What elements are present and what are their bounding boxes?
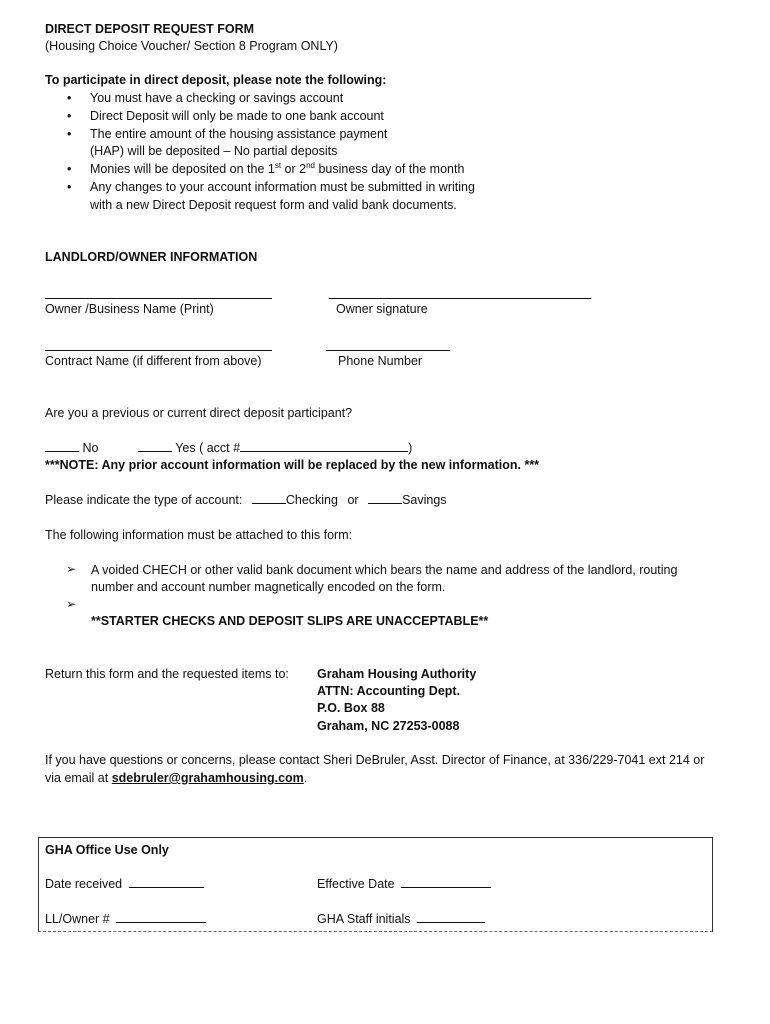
bullet-text: Direct Deposit will only be made to one bank account — [90, 108, 384, 123]
contract-name-field[interactable] — [45, 350, 272, 351]
owner-signature-label: Owner signature — [336, 302, 428, 316]
address-line: Graham Housing Authority — [317, 667, 477, 681]
superscript-st: st — [274, 161, 282, 171]
prior-info-note: ***NOTE: Any prior account information will be replaced by the new information. *** — [45, 458, 540, 472]
bullet-text: The entire amount of the housing assistance payment — [90, 126, 388, 141]
attachment-item-1-line-2: number and account number magnetically encoded on the form. — [91, 580, 446, 594]
no-blank[interactable] — [45, 440, 79, 452]
attachment-item-1-line-1: A voided CHECH or other valid bank document which bears the name and address of the landlord, routing — [91, 563, 678, 577]
phone-number-field[interactable] — [326, 350, 450, 351]
return-to-label: Return this form and the requested items to: — [45, 667, 289, 681]
account-number-field[interactable] — [240, 440, 408, 452]
office-use-title: GHA Office Use Only — [45, 843, 169, 857]
account-type-row — [45, 492, 447, 508]
savings-blank[interactable] — [368, 492, 402, 504]
address-line: ATTN: Accounting Dept. — [317, 684, 461, 698]
bullet-item — [66, 179, 475, 197]
superscript-nd: nd — [306, 161, 315, 171]
yes-label: Yes ( acct # — [175, 441, 241, 455]
phone-number-label: Phone Number — [338, 354, 423, 368]
bullet-text: Any changes to your account information must be submitted in writing — [90, 179, 475, 194]
arrow-bullet-icon: ➢ — [66, 597, 77, 611]
bullet-continuation — [66, 197, 475, 215]
owner-name-label: Owner /Business Name (Print) — [45, 302, 214, 316]
owner-name-field[interactable] — [45, 298, 272, 299]
ll-owner-label: LL/Owner # — [45, 912, 110, 926]
bullet-text: Monies will be deposited on the 1 — [90, 162, 275, 177]
address-line: P.O. Box 88 — [317, 701, 385, 715]
effective-date-label: Effective Date — [317, 877, 395, 891]
form-subtitle: (Housing Choice Voucher/ Section 8 Program ONLY) — [45, 39, 338, 53]
bullet-icon: • — [67, 126, 72, 141]
bullet-item — [66, 161, 475, 179]
bullet-icon: • — [67, 162, 72, 177]
date-received-label: Date received — [45, 877, 123, 891]
account-type-prompt: Please indicate the type of account: — [45, 493, 243, 507]
contact-line-1: If you have questions or concerns, please contact Sheri DeBruler, Asst. Director of Finance, at 336/229-7041 ext 214 or — [45, 753, 705, 767]
checking-blank[interactable] — [252, 492, 286, 504]
bullet-continuation — [66, 143, 475, 161]
bullet-icon: • — [67, 91, 72, 105]
participant-question: Are you a previous or current direct deposit participant? — [45, 406, 353, 420]
bullet-text: business day of the month — [315, 162, 465, 177]
yes-close-paren: ) — [408, 441, 413, 455]
bullet-text: You must have a checking or savings account — [90, 91, 344, 105]
intro-heading: To participate in direct deposit, please note the following: — [45, 73, 387, 87]
email-link[interactable]: sdebruler@grahamhousing.com — [111, 771, 304, 785]
bullet-icon: • — [67, 108, 72, 123]
bullet-item — [66, 90, 475, 108]
bullet-text: or 2 — [281, 162, 307, 177]
bullet-item — [66, 108, 475, 126]
contact-prefix: via email at — [45, 771, 112, 785]
date-received-row — [45, 876, 204, 892]
landlord-heading: LANDLORD/OWNER INFORMATION — [45, 250, 258, 264]
staff-initials-row — [317, 911, 485, 927]
ll-owner-row — [45, 911, 206, 927]
form-title: DIRECT DEPOSIT REQUEST FORM — [45, 22, 255, 36]
date-received-field[interactable] — [129, 876, 204, 888]
effective-date-row — [317, 876, 491, 892]
bullet-text: with a new Direct Deposit request form and valid bank documents. — [90, 197, 457, 212]
staff-initials-label: GHA Staff initials — [317, 912, 411, 926]
savings-label: Savings — [402, 493, 447, 507]
or-label: or — [347, 493, 359, 507]
contact-line-2 — [45, 770, 307, 786]
arrow-bullet-icon: ➢ — [66, 562, 77, 576]
participant-answer-row — [45, 440, 412, 456]
address-line: Graham, NC 27253-0088 — [317, 719, 460, 733]
intro-bullet-list — [66, 90, 475, 215]
ll-owner-field[interactable] — [116, 911, 206, 923]
owner-signature-field[interactable] — [329, 298, 591, 299]
no-label: No — [82, 441, 99, 455]
bullet-text: (HAP) will be deposited – No partial deposits — [90, 144, 338, 159]
bullet-item — [66, 126, 475, 144]
attachments-intro: The following information must be attached to this form: — [45, 528, 353, 542]
bullet-icon: • — [67, 179, 72, 194]
contract-name-label: Contract Name (if different from above) — [45, 354, 262, 368]
effective-date-field[interactable] — [401, 876, 491, 888]
contact-suffix: . — [303, 771, 308, 785]
yes-blank[interactable] — [138, 440, 172, 452]
staff-initials-field[interactable] — [417, 911, 485, 923]
attachment-item-2: **STARTER CHECKS AND DEPOSIT SLIPS ARE UNACCEPTABLE** — [91, 614, 489, 628]
checking-label: Checking — [285, 493, 338, 507]
